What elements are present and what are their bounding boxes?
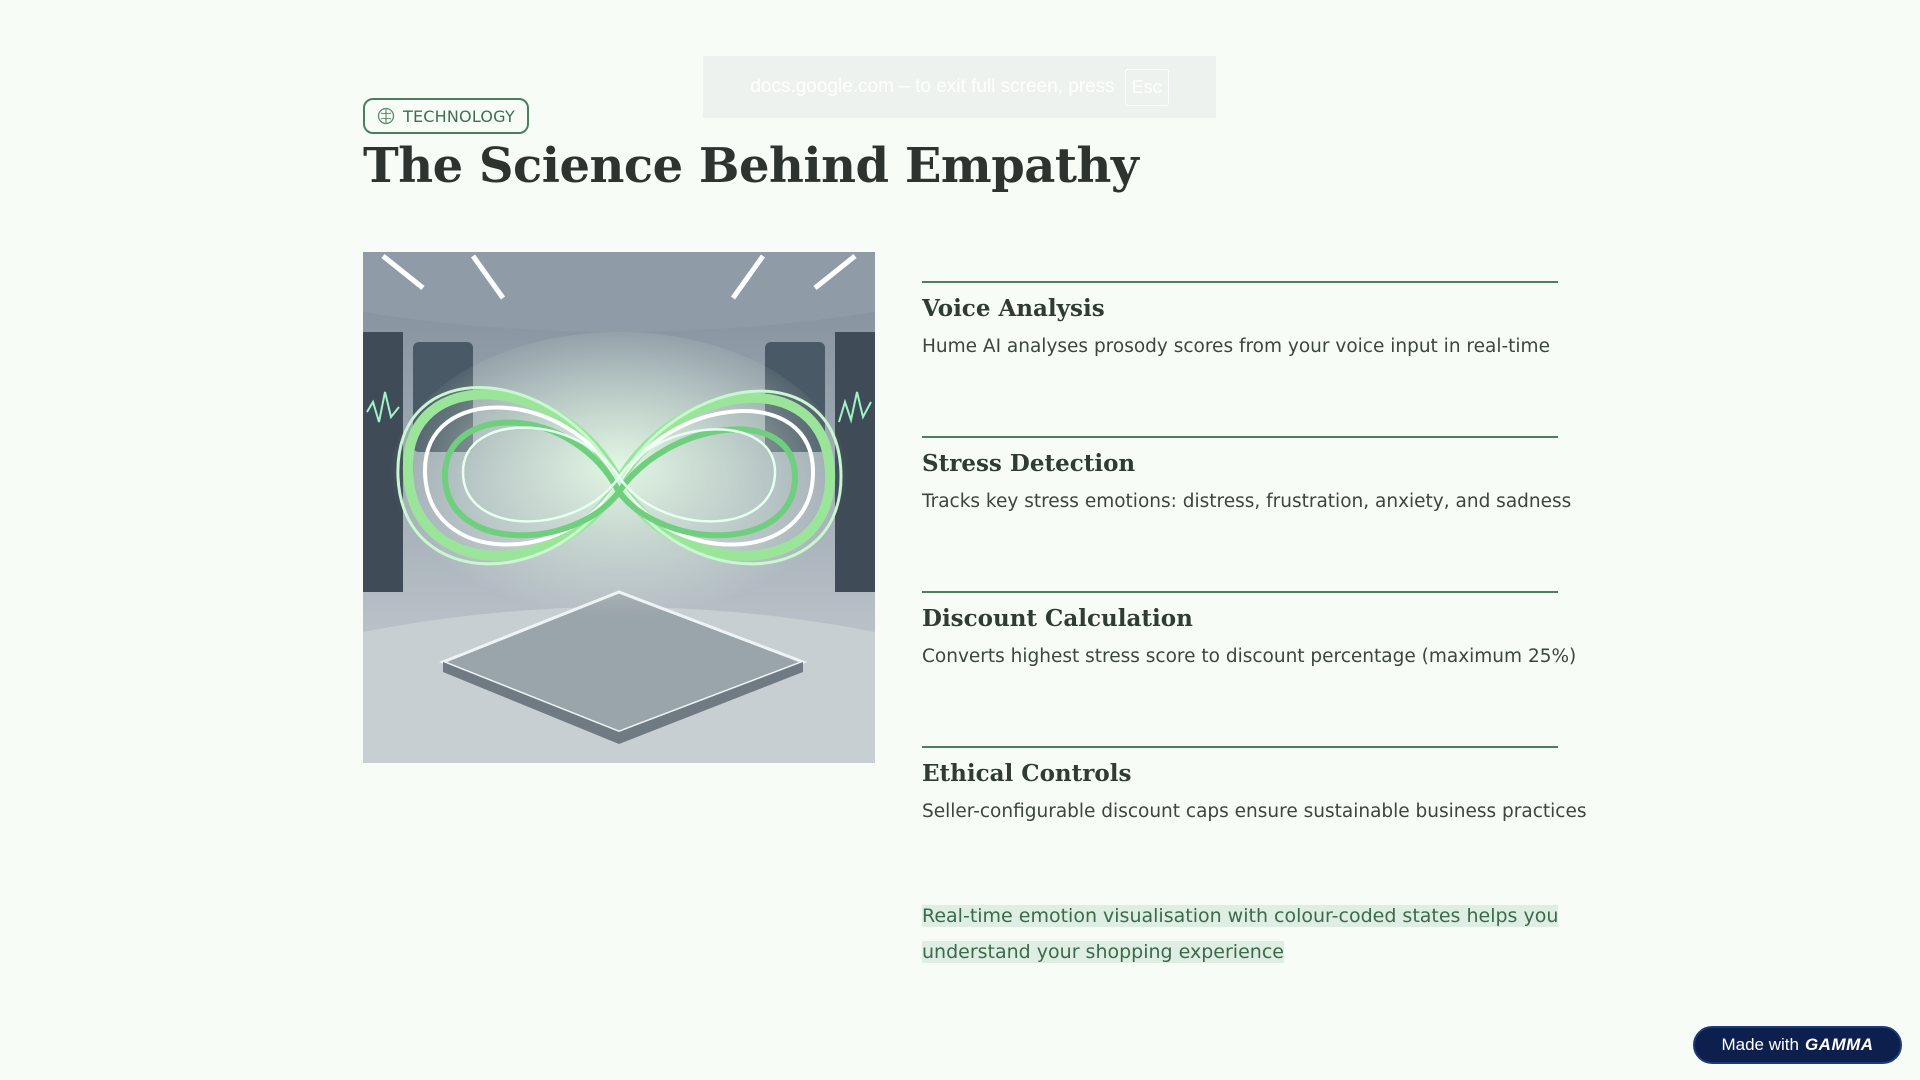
feature-discount-calculation [922,591,1577,667]
feature-description: Tracks key stress emotions: distress, frustration, anxiety, and sadness [922,491,1572,512]
fullscreen-notice [703,56,1216,118]
feature-ethical-controls [922,746,1587,822]
brain-icon [377,107,395,125]
page-title: The Science Behind Empathy [363,138,1139,194]
made-with-gamma-badge[interactable] [1693,1026,1902,1064]
feature-description: Converts highest stress score to discount percentage (maximum 25%) [922,646,1577,667]
category-tag-label: TECHNOLOGY [403,106,515,126]
feature-description: Seller-configurable discount caps ensure sustainable business practices [922,801,1587,822]
highlighted-note [922,898,1562,970]
feature-title: Ethical Controls [922,760,1132,787]
feature-description: Hume AI analyses prosody scores from your voice input in real-time [922,336,1550,357]
category-tag [363,98,529,134]
feature-title: Discount Calculation [922,605,1193,632]
feature-title: Voice Analysis [922,295,1105,322]
feature-stress-detection [922,436,1572,512]
highlighted-note-text: Real-time emotion visualisation with colour-coded states helps you understand your shopping experience [922,905,1559,963]
esc-key-hint: Esc [1125,69,1169,106]
feature-title: Stress Detection [922,450,1136,477]
fullscreen-notice-text: docs.google.com – to exit full screen, press [750,76,1115,97]
badge-prefix: Made with [1721,1035,1799,1054]
gamma-logo: GAMMA [1804,1035,1874,1054]
feature-voice-analysis [922,281,1558,357]
infinity-hologram-image [363,252,875,763]
hero-image [363,252,875,763]
